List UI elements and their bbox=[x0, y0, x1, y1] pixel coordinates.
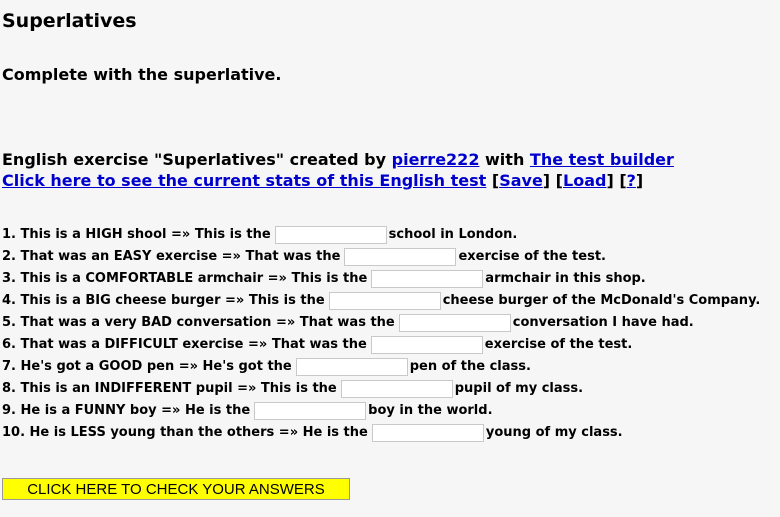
answer-input-8[interactable] bbox=[341, 380, 453, 398]
save-bracket-open: [ bbox=[486, 171, 500, 190]
question-row bbox=[2, 334, 632, 356]
question-text: 1. This is a HIGH shool =» This is the bbox=[2, 227, 271, 242]
question-row bbox=[2, 422, 623, 444]
question-row bbox=[2, 224, 517, 246]
author-link[interactable]: pierre222 bbox=[391, 150, 480, 169]
stats-link[interactable]: Click here to see the current stats of this English test bbox=[2, 171, 487, 190]
question-ending: boy in the world. bbox=[368, 403, 493, 418]
question-row bbox=[2, 246, 606, 268]
question-text: 7. He's got a GOOD pen =» He's got the bbox=[2, 359, 292, 374]
question-ending: cheese burger of the McDonald's Company. bbox=[442, 293, 761, 308]
question-row bbox=[2, 378, 583, 400]
question-text: 9. He is a FUNNY boy =» He is the bbox=[2, 403, 251, 418]
question-row bbox=[2, 290, 760, 312]
answer-input-7[interactable] bbox=[296, 358, 408, 376]
question-text: 5. That was a very BAD conversation =» That was the bbox=[2, 315, 395, 330]
question-row bbox=[2, 356, 531, 378]
answer-input-5[interactable] bbox=[399, 314, 511, 332]
credits-block bbox=[2, 149, 674, 191]
answer-input-10[interactable] bbox=[372, 424, 484, 442]
help-bracket-open: ] [ bbox=[606, 171, 627, 190]
question-row bbox=[2, 312, 694, 334]
load-bracket-open: ] [ bbox=[542, 171, 563, 190]
credits-prefix: English exercise "Superlatives" created by bbox=[2, 150, 392, 169]
question-ending: pen of the class. bbox=[409, 359, 531, 374]
help-bracket-close: ] bbox=[635, 171, 644, 190]
check-answers-button[interactable]: CLICK HERE TO CHECK YOUR ANSWERS bbox=[2, 478, 350, 500]
answer-input-3[interactable] bbox=[371, 270, 483, 288]
question-text: 2. That was an EASY exercise =» That was the bbox=[2, 249, 341, 264]
question-text: 6. That was a DIFFICULT exercise =» That was the bbox=[2, 337, 367, 352]
credits-line bbox=[2, 149, 674, 170]
question-text: 3. This is a COMFORTABLE armchair =» This is the bbox=[2, 271, 368, 286]
answer-input-2[interactable] bbox=[344, 248, 456, 266]
question-ending: exercise of the test. bbox=[484, 337, 633, 352]
instruction-text: Complete with the superlative. bbox=[2, 65, 282, 84]
question-ending: pupil of my class. bbox=[454, 381, 584, 396]
question-ending: young of my class. bbox=[485, 425, 623, 440]
question-ending: school in London. bbox=[388, 227, 518, 242]
test-builder-link[interactable]: The test builder bbox=[529, 150, 674, 169]
answer-input-1[interactable] bbox=[275, 226, 387, 244]
answer-input-6[interactable] bbox=[371, 336, 483, 354]
question-text: 10. He is LESS young than the others =» He is the bbox=[2, 425, 368, 440]
answer-input-9[interactable] bbox=[254, 402, 366, 420]
credits-with: with bbox=[479, 150, 530, 169]
question-text: 4. This is a BIG cheese burger =» This is the bbox=[2, 293, 325, 308]
load-link[interactable]: Load bbox=[563, 171, 607, 190]
stats-line bbox=[2, 170, 674, 191]
question-row bbox=[2, 268, 646, 290]
question-ending: conversation I have had. bbox=[512, 315, 694, 330]
question-row bbox=[2, 400, 493, 422]
page-title: Superlatives bbox=[2, 10, 137, 32]
answer-input-4[interactable] bbox=[329, 292, 441, 310]
save-link[interactable]: Save bbox=[499, 171, 543, 190]
question-text: 8. This is an INDIFFERENT pupil =» This is the bbox=[2, 381, 337, 396]
question-ending: armchair in this shop. bbox=[485, 271, 646, 286]
question-ending: exercise of the test. bbox=[458, 249, 606, 264]
help-link[interactable]: ? bbox=[626, 171, 636, 190]
